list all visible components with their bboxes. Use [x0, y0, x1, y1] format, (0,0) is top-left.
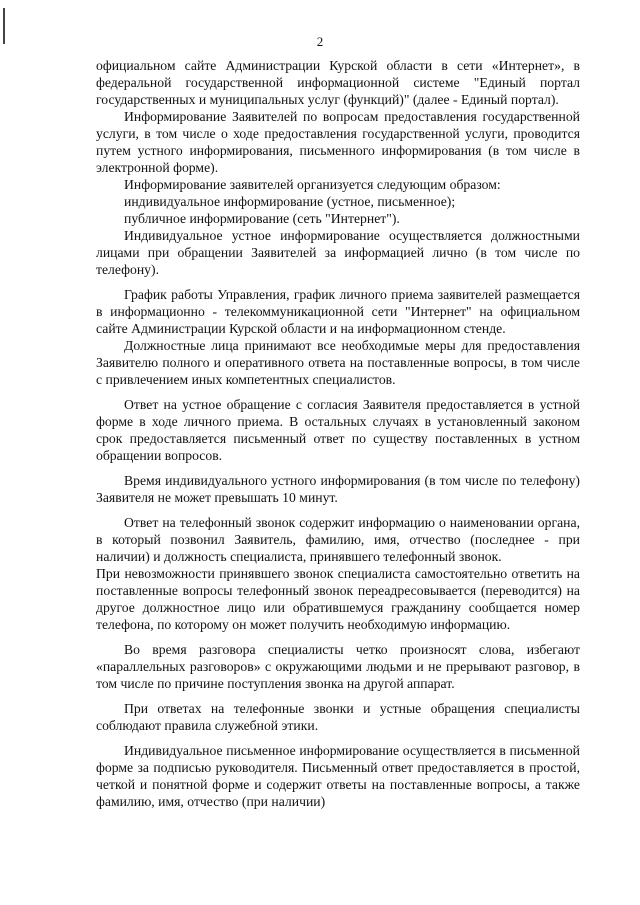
paragraph-officials-measures: Должностные лица принимают все необходимые меры для предоставления Заявителю полного и оперативного ответа на поставленные вопросы, в том числе с привлечением иных компетентных специалистов. [96, 338, 580, 387]
paragraph-call-redirect: При невозможности принявшего звонок специалиста самостоятельно ответить на поставленные вопросы телефонный звонок переадресовывается (переводится) на другое должностное лицо или обратившемуся гражданину сообщается номер телефона, по которому он может получить необходимую информацию. [96, 566, 580, 632]
paragraph-time-limit: Время индивидуального устного информирования (в том числе по телефону) Заявителя не может превышать 10 минут. [96, 473, 580, 505]
paragraph-conversation-rules: Во время разговора специалисты четко произносят слова, избегают «параллельных разговоров» с окружающими людьми и не прерывают разговор, в том числе по причине поступления звонка на другой аппарат. [96, 642, 580, 691]
paragraph-service-ethics: При ответах на телефонные звонки и устные обращения специалисты соблюдают правила служебной этики. [96, 701, 580, 733]
paragraph-phone-answer: Ответ на телефонный звонок содержит информацию о наименовании органа, в который позвонил Заявитель, фамилию, имя, отчество (последнее - при наличии) и должность специалиста, принявшего телефонный звонок. [96, 515, 580, 564]
paragraph-continuation: официальном сайте Администрации Курской области в сети «Интернет», в федеральной государственной информационной системе "Единый портал государственных и муниципальных услуг (функций)" (далее - Единый портал). [96, 58, 580, 107]
document-body [96, 57, 580, 810]
paragraph-informing-applicants: Информирование Заявителей по вопросам предоставления государственной услуги, в том числе о ходе предоставления государственной услуги, проводится путем устного информирования, письменного информирования (в том числе в электронной форме). [96, 109, 580, 175]
paragraph-oral-informing: Индивидуальное устное информирование осуществляется должностными лицами при обращении Заявителей за информацией лично (в том числе по телефону). [96, 228, 580, 277]
paragraph-written-informing: Индивидуальное письменное информирование осуществляется в письменной форме за подписью руководителя. Письменный ответ предоставляется в простой, четкой и понятной форме и содержит ответы на поставленные вопросы, а также фамилию, имя, отчество (при наличии) [96, 743, 580, 809]
paragraph-oral-answer: Ответ на устное обращение с согласия Заявителя предоставляется в устной форме в ходе личного приема. В остальных случаях в установленный законом срок предоставляется письменный ответ по существу поставленных в устном обращении вопросов. [96, 397, 580, 463]
paragraph-informing-organized: Информирование заявителей организуется следующим образом: [124, 177, 501, 192]
page-number: 2 [316, 34, 324, 49]
paragraph-individual-informing: индивидуальное информирование (устное, письменное); [124, 194, 456, 209]
paragraph-public-informing: публичное информирование (сеть "Интернет"). [124, 211, 400, 226]
paragraph-schedule: График работы Управления, график личного приема заявителей размещается в информационно - телекоммуникационной сети "Интернет" на официальном сайте Администрации Курской области и на информационном стенде. [96, 287, 580, 336]
